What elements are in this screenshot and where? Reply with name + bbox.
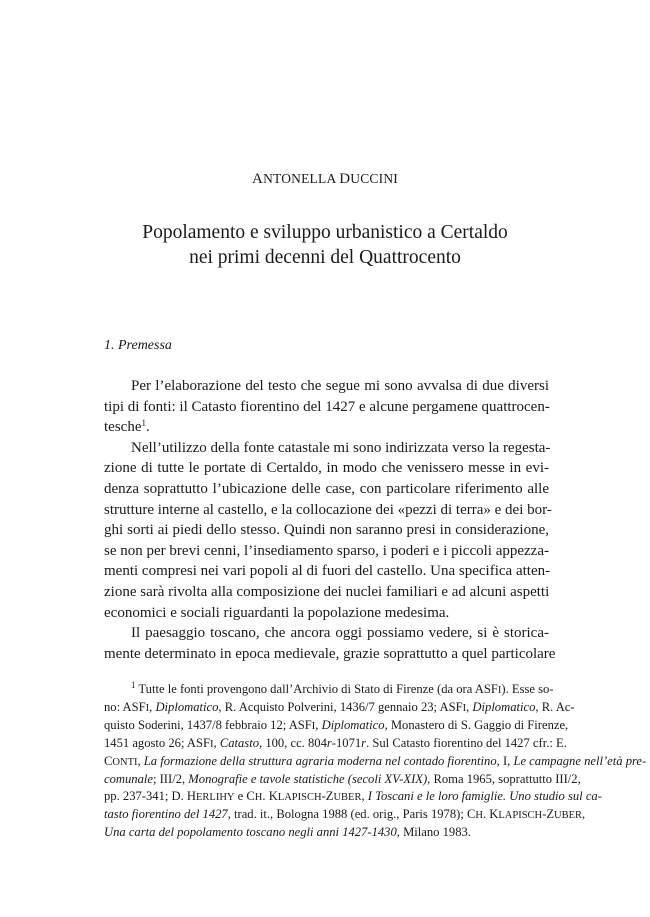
body-line: zione sarà rivolta alla composizione dei nuclei familiari e ad alcuni aspetti (104, 583, 550, 600)
body-line: Per l’elaborazione del testo che segue mi sono avvalsa di due diversi (131, 378, 549, 394)
body-line: Il paesaggio toscano, che ancora oggi possiamo vedere, si è storica- (131, 625, 549, 642)
footnote-line: CONTI, La formazione della struttura agraria moderna nel contado fiorentino, I, Le campagne nell’età pre- (104, 754, 647, 768)
footnote-line: quisto Soderini, 1437/8 febbraio 12; ASFI, Diplomatico, Monastero di S. Gaggio di Firenze, (104, 718, 569, 732)
body-line: zione di tutte le portate di Certaldo, in modo che venissero messe in evi- (104, 460, 549, 477)
body-line: se non per brevi cenni, l’insediamento sparso, i poderi e i piccoli appezza- (104, 542, 549, 559)
title-line-1: Popolamento e sviluppo urbanistico a Certaldo (142, 222, 508, 243)
footnote-line: no: ASFI, Diplomatico, R. Acquisto Polverini, 1436/7 gennaio 23; ASFI, Diplomatico, R. Ac- (104, 700, 575, 714)
body-line: tipi di fonti: il Catasto fiorentino del 1427 e alcune pergamene quattrocen- (104, 398, 550, 415)
body-text (104, 376, 556, 664)
body-line: denza soprattutto l’ubicazione delle case, con particolare riferimento alle (104, 480, 549, 497)
body-line: economici e sociali riguardanti la popolazione medesima. (104, 604, 450, 621)
footnote-reference[interactable]: 1 (141, 418, 146, 429)
footnote-line: tasto fiorentino del 1427, trad. it., Bologna 1988 (ed. orig., Paris 1978); CH. KLAPISCH-ZUBER, (104, 807, 586, 821)
section-heading: 1. Premessa (104, 338, 172, 353)
body-line: Nell’utilizzo della fonte catastale mi sono indirizzata verso la regesta- (131, 439, 551, 456)
footnote-line: $^1$ Tutte le fonti provengono dall’Archivio di Stato di Firenze (da ora ASFI). Esse so- (131, 680, 554, 696)
body-line: menti compresi nei vari popoli al di fuori del castello. Una specifica atten- (104, 563, 551, 580)
footnote-line: 1451 agosto 26; ASFI, Catasto, 100, cc. 804r-1071r. Sul Catasto fiorentino del 1427 cfr.: E. (104, 736, 567, 750)
body-line: mente determinato in epoca medievale, grazie soprattutto a quel particolare (104, 645, 556, 662)
body-line: tesche$^1$. (104, 418, 150, 436)
footnote-line: pp. 237-341; D. HERLIHY e CH. KLAPISCH-ZUBER, I Toscani e le loro famiglie. Uno studio sul ca- (104, 789, 602, 803)
footnote-line: Una carta del popolamento toscano negli anni 1427-1430, Milano 1983. (104, 825, 471, 839)
body-line: strutture interne al castello, e la collocazione dei «pezzi di terra» e dei bor- (104, 501, 552, 518)
body-line: ghi sorti ai piedi dello stesso. Quindi non saranno presi in considerazione, (104, 522, 549, 539)
footnote-line: comunale; III/2, Monografie e tavole statistiche (secoli XV-XIX), Roma 1965, soprattutto III/2, (104, 772, 581, 786)
title-line-2: nei primi decenni del Quattrocento (189, 247, 461, 268)
footnote (104, 680, 647, 841)
author-name: ANTONELLA DUCCINI (252, 171, 398, 187)
article-title (0, 220, 650, 270)
